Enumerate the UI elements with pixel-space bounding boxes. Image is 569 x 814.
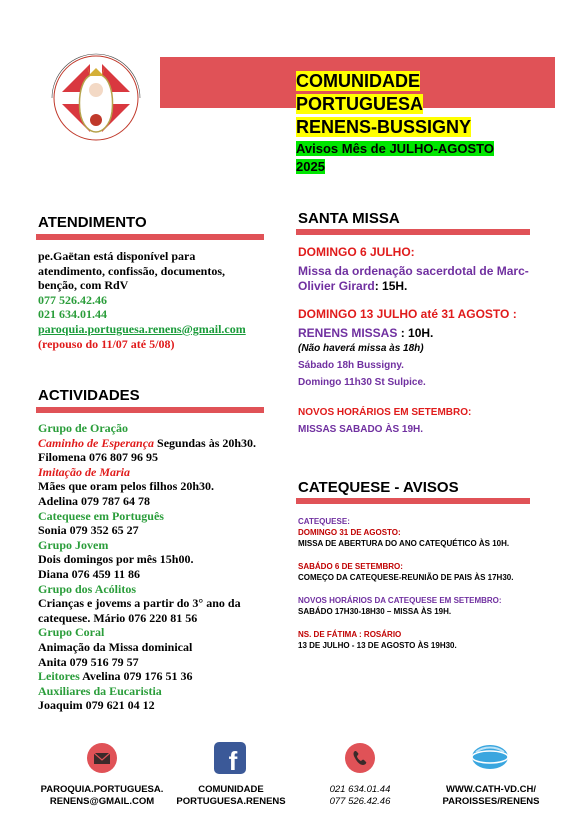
atendimento-body [38,249,278,351]
mass-description-line2: Olivier Girard [298,279,375,293]
actividades-body [38,421,278,713]
group-schedule: Animação da Missa dominical [38,639,193,654]
group-title: Imitação de Maria [38,464,130,479]
catequese-heading: CATEQUESE - AVISOS [298,479,459,496]
footer-phone-line2: 077 526.42.46 [329,796,391,807]
subtitle-line-1: Avisos Mês de JULHO-AGOSTO [296,141,494,156]
catequese-detail: COMEÇO DA CATEQUESE-REUNIÃO DE PAIS ÀS 17H30. [298,573,514,582]
group-description: Crianças e jovems a partir do 3° ano da [38,596,241,611]
group-contact: Anita 079 516 79 57 [38,654,139,669]
footer-phone-line1: 021 634.01.44 [329,784,391,795]
footer-facebook[interactable] [168,784,294,808]
title-line-1: COMUNIDADE [296,71,420,91]
group-contact: catequese. Mário 076 220 81 56 [38,610,198,625]
mass-schedule: Sábado 18h Bussigny. [298,360,404,371]
mass-time: : 10H. [397,326,434,340]
atendimento-line-3: benção, com RdV [38,278,129,293]
phone-icon[interactable] [344,742,376,774]
catequese-detail: SABÁDO 17H30-18H30 – MISSA ÀS 19H. [298,607,452,616]
mass-date: DOMINGO 6 JULHO: [298,245,415,259]
group-contact: Joaquim 079 621 04 12 [38,698,155,713]
catequese-underline [296,498,530,504]
mass-notice: NOVOS HORÁRIOS EM SETEMBRO: [298,407,472,418]
title-line-2: PORTUGUESA [296,94,424,114]
mass-note: (Não haverá missa às 18h) [298,343,424,354]
group-title: Grupo dos Acólitos [38,581,137,596]
atendimento-heading: ATENDIMENTO [38,214,147,231]
mass-location: RENENS MISSAS [298,326,398,340]
mass-time: : 15H. [374,279,408,293]
catequese-label: NS. DE FÁTIMA : ROSÁRIO [298,630,402,639]
group-contact: Filomena 076 807 96 95 [38,450,158,465]
santa-missa-underline [296,229,530,235]
group-title: Auxiliares da Eucaristia [38,683,162,698]
mass-description [298,264,548,294]
group-contact: Diana 076 459 11 86 [38,566,141,581]
atendimento-line-2: atendimento, confissão, documentos, [38,263,226,278]
footer-email-line1: PAROQUIA.PORTUGUESA. [40,784,164,795]
atendimento-email-link[interactable]: paroquia.portuguesa.renens@gmail.com [38,321,246,336]
community-logo [32,34,160,162]
group-title: Grupo Coral [38,625,105,640]
atendimento-line-1: pe.Gaëtan está disponível para [38,249,196,263]
mass-notice-detail: MISSAS SABADO ÀS 19H. [298,424,424,435]
catequese-date: SABÁDO 6 DE SETEMBRO: [298,562,403,571]
actividades-underline [36,407,264,413]
group-subtitle: Caminho de Esperança [38,435,155,450]
footer-email-line2: RENENS@GMAIL.COM [49,796,155,807]
email-icon[interactable] [86,742,118,774]
facebook-icon[interactable] [214,742,246,774]
group-contact: Adelina 079 787 64 78 [38,493,151,508]
footer-website-line1: WWW.CATH-VD.CH/ [445,784,537,795]
group-schedule: Mães que oram pelos filhos 20h30. [38,479,215,494]
group-schedule: Dois domingos por mês 15h00. [38,552,194,567]
group-contact: Sonia 079 352 65 27 [38,523,139,538]
group-title: Grupo Jovem [38,537,109,552]
footer-facebook-line1: COMUNIDADE [198,784,264,795]
actividades-heading: ACTIVIDADES [38,387,140,404]
footer-phone[interactable] [300,784,420,808]
catequese-body [298,516,553,651]
santa-missa-body [298,245,548,437]
facebook-glyph: f [228,746,238,774]
footer-facebook-line2: PORTUGUESA.RENENS [176,796,286,807]
catequese-detail: 13 DE JULHO - 13 DE AGOSTO ÀS 19H30. [298,641,457,650]
mass-date: DOMINGO 13 JULHO até 31 AGOSTO : [298,307,517,321]
catequese-label: NOVOS HORÁRIOS DA CATEQUESE EM SETEMBRO: [298,596,502,605]
catequese-date: DOMINGO 31 DE AGOSTO: [298,528,401,537]
atendimento-phone-1[interactable]: 077 526.42.46 [38,292,107,307]
header-title-block [296,70,536,176]
santa-missa-heading: SANTA MISSA [298,210,400,227]
footer-website-line2: PAROISSES/RENENS [442,796,540,807]
group-title: Catequese em Português [38,508,164,523]
atendimento-note: (repouso do 11/07 até 5/08) [38,336,175,351]
globe-icon[interactable] [470,740,510,774]
mass-description-line1: Missa da ordenação sacerdotal de Marc- [298,264,529,278]
catequese-label: CATEQUESE: [298,517,350,526]
group-title: Leitores [38,669,80,684]
title-line-3: RENENS-BUSSIGNY [296,117,472,137]
catequese-detail: MISSA DE ABERTURA DO ANO CATEQUÉTICO ÀS 10H. [298,539,510,548]
mass-schedule: Domingo 11h30 St Sulpice. [298,377,426,388]
group-title: Grupo de Oração [38,421,128,435]
footer-website[interactable] [430,784,552,808]
group-schedule: Segundas às 20h30. [154,435,257,450]
atendimento-underline [36,234,264,240]
atendimento-phone-2[interactable]: 021 634.01.44 [38,307,107,322]
group-contact: Avelina 079 176 51 36 [79,669,193,684]
footer-email[interactable] [40,784,164,808]
subtitle-line-2: 2025 [296,159,325,174]
